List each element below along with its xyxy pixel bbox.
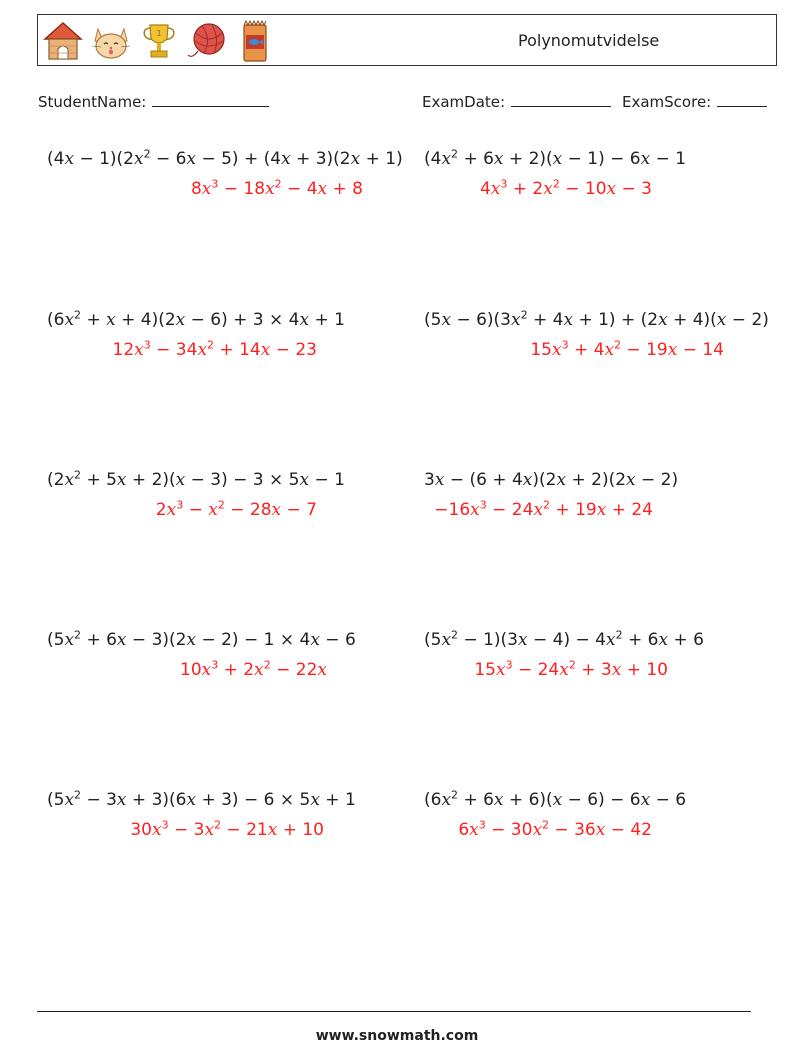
worksheet-title: Polynomutvidelse	[518, 31, 660, 50]
problem-answer: $6x^3 - 30x^2 - 36x - 42$	[458, 818, 652, 840]
header-icons	[42, 19, 276, 63]
problem-answer: $4x^3 + 2x^2 - 10x - 3$	[479, 177, 652, 199]
exam-score-blank[interactable]	[717, 92, 767, 107]
problem-answer: $15x^3 + 4x^2 - 19x - 14$	[530, 338, 724, 360]
problem-question: $(6x^2 + 6x + 6)(x - 6) - 6x - 6$	[424, 788, 687, 810]
cat-face-icon	[90, 19, 132, 63]
exam-score-field	[622, 92, 767, 111]
problem-question: 3x − (6 + 4x)(2x + 2)(2x − 2)	[424, 470, 679, 490]
student-name-label: StudentName:	[38, 93, 147, 111]
problem-answer: $12x^3 - 34x^2 + 14x - 23$	[112, 338, 317, 360]
footer-divider	[37, 1011, 751, 1012]
problem-answer: $15x^3 - 24x^2 + 3x + 10$	[474, 658, 668, 680]
fish-food-bag-icon	[234, 19, 276, 63]
problem-answer: $2x^3 - x^2 - 28x - 7$	[155, 498, 317, 520]
exam-date-blank[interactable]	[511, 92, 611, 107]
problem-answer: $-16x^3 - 24x^2 + 19x + 24$	[434, 498, 653, 520]
problem-answer: $8x^3 - 18x^2 - 4x + 8$	[190, 177, 363, 199]
problem-answer: $10x^3 + 2x^2 - 22x$	[180, 658, 327, 680]
exam-date-label: ExamDate:	[422, 93, 506, 111]
problem-question: $(2x^2 + 5x + 2)(x - 3) - 3 \times 5x - 1$	[47, 468, 345, 490]
doghouse-icon	[42, 19, 84, 63]
worksheet-header	[37, 14, 777, 66]
problem-question: $(4x - 1)(2x^2 - 6x - 5) + (4x + 3)(2x + 1)$	[47, 147, 403, 169]
exam-date-field	[422, 92, 611, 111]
exam-score-label: ExamScore:	[622, 93, 712, 111]
yarn-ball-icon	[186, 19, 228, 63]
problem-question: $(6x^2 + x + 4)(2x - 6) + 3 \times 4x + 1$	[47, 308, 345, 330]
problem-question: $(4x^2 + 6x + 2)(x - 1) - 6x - 1$	[424, 147, 687, 169]
trophy-icon	[138, 19, 180, 63]
student-name-field	[38, 92, 269, 111]
problem-question: $(5x - 6)(3x^2 + 4x + 1) + (2x + 4)(x - 2)$	[424, 308, 769, 330]
problem-answer: $30x^3 - 3x^2 - 21x + 10$	[130, 818, 324, 840]
svg-text:1: 1	[156, 29, 162, 38]
problem-question: $(5x^2 + 6x - 3)(2x - 2) - 1 \times 4x - 6$	[47, 628, 356, 650]
footer-url: www.snowmath.com	[315, 1028, 479, 1044]
student-name-blank[interactable]	[152, 92, 269, 107]
problem-question: $(5x^2 - 3x + 3)(6x + 3) - 6 \times 5x + 1$	[47, 788, 356, 810]
problem-question: $(5x^2 - 1)(3x - 4) - 4x^2 + 6x + 6$	[424, 628, 704, 650]
